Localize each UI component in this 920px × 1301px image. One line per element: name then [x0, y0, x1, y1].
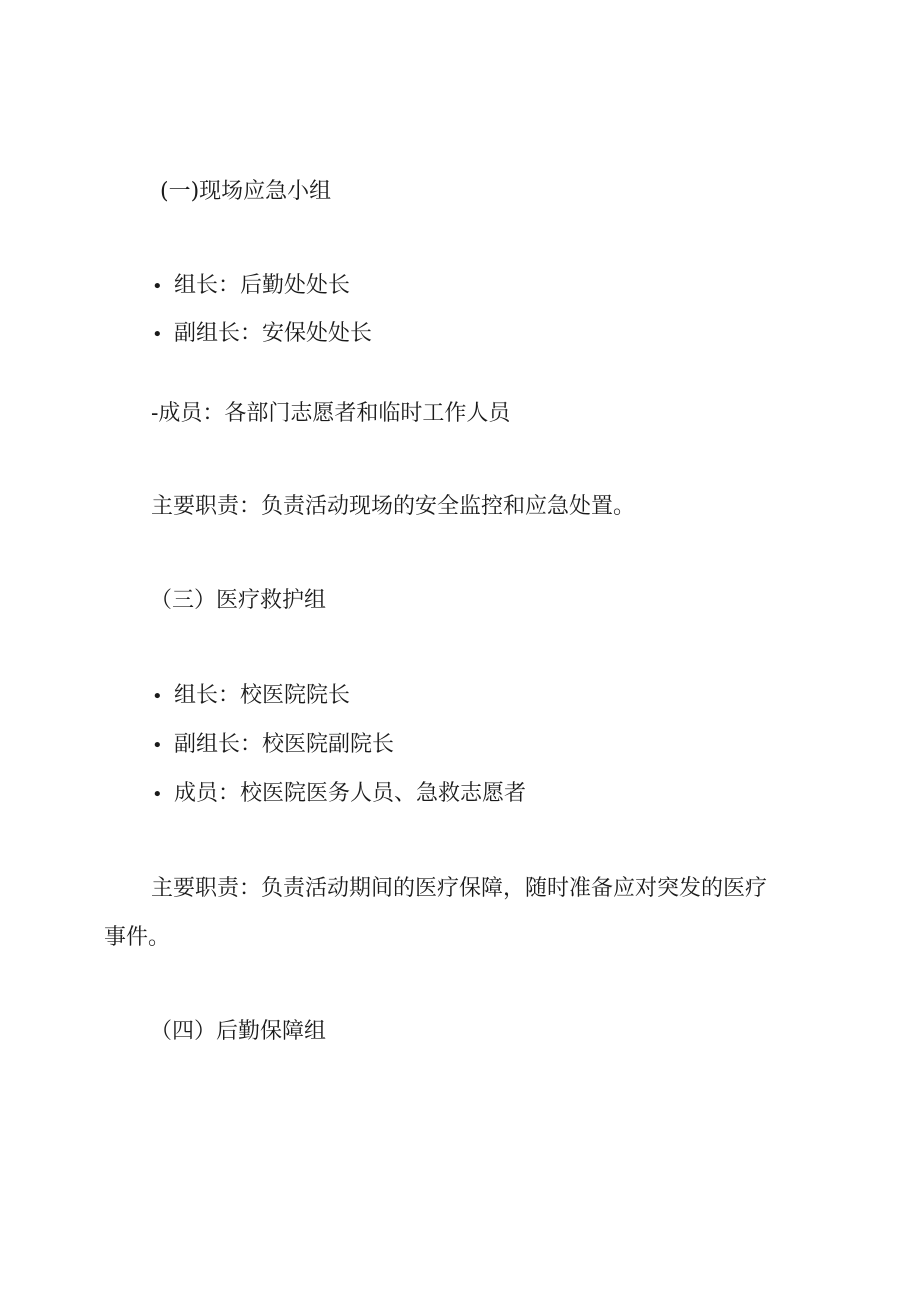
- section-heading-medical: （三）医疗救护组: [150, 588, 327, 613]
- list-item-text: 副组长：校医院副院长: [174, 732, 395, 757]
- list-item-text: 成员：校医院医务人员、急救志愿者: [174, 781, 527, 806]
- list-item-text: 组长：后勤处处长: [174, 273, 351, 298]
- bullet-icon: •: [152, 686, 163, 707]
- bullet-icon: •: [152, 784, 163, 805]
- duty-paragraph-medical-line2: 事件。: [104, 925, 171, 950]
- list-item: [152, 780, 526, 809]
- duty-paragraph-onsite: 主要职责：负责活动现场的安全监控和应急处置。: [151, 494, 636, 519]
- members-line-onsite: -成员：各部门志愿者和临时工作人员: [151, 401, 511, 426]
- list-item: [152, 272, 350, 301]
- list-item: [152, 731, 394, 760]
- section-heading-logistics: （四）后勤保障组: [150, 1019, 327, 1044]
- list-item: [152, 682, 350, 711]
- list-item-text: 副组长：安保处处长: [174, 321, 373, 346]
- section-heading-onsite: (一)现场应急小组: [160, 179, 332, 204]
- list-item-text: 组长：校医院院长: [174, 683, 351, 708]
- bullet-icon: •: [152, 735, 163, 756]
- bullet-icon: •: [152, 276, 163, 297]
- duty-paragraph-medical-line1: 主要职责：负责活动期间的医疗保障，随时准备应对突发的医疗: [151, 876, 768, 901]
- bullet-icon: •: [152, 324, 163, 345]
- list-item: [152, 320, 372, 349]
